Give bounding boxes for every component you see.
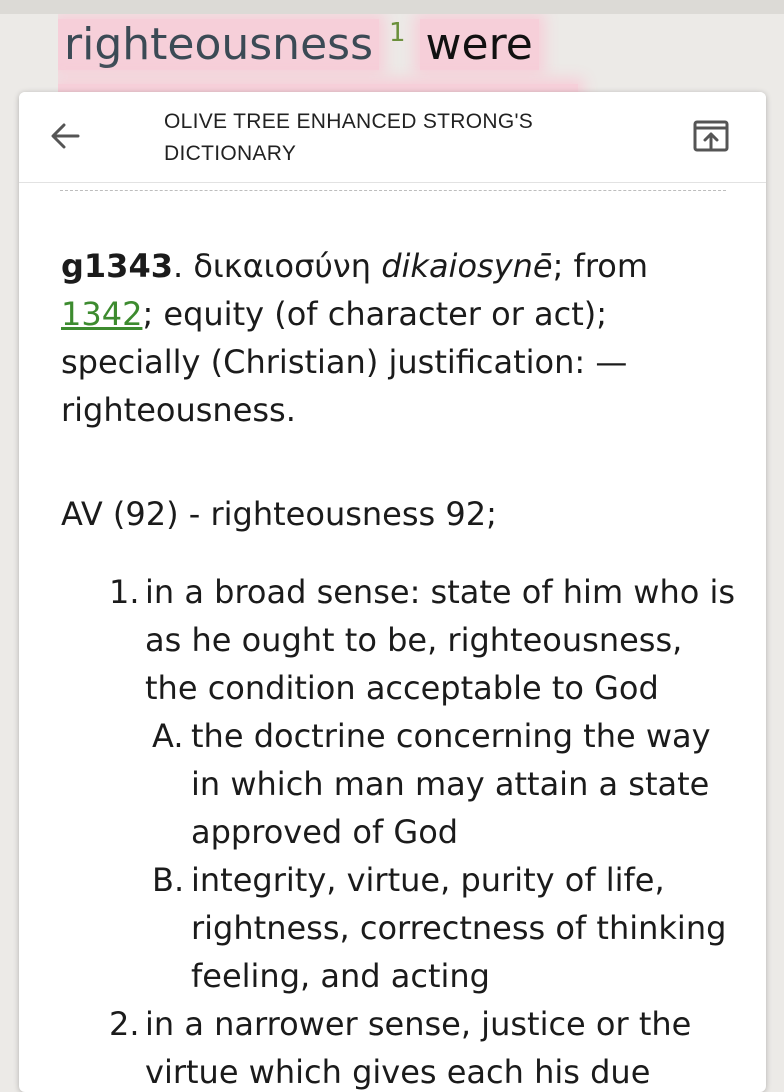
sense-item [109, 568, 741, 1000]
divider [60, 190, 726, 191]
definition-text: ; equity (of character or act); specially (Christian) justification: — righteousness. [61, 295, 628, 429]
subsense-marker: B. [152, 861, 185, 899]
from-text: ; from [552, 247, 649, 285]
open-in-panel-button[interactable] [687, 114, 735, 162]
sense-text: in a narrower sense, justice or the virtue which gives each his due [145, 1005, 692, 1091]
transliteration: dikaiosynē [381, 247, 553, 285]
subsense-text: integrity, virtue, purity of life, rightness, correctness of thinking feeling, and acting [191, 861, 727, 995]
status-strip [0, 0, 784, 14]
background-line [58, 18, 539, 70]
arrow-left-icon [48, 119, 82, 158]
dictionary-popup [19, 92, 766, 1092]
sense-marker: 2. [109, 1005, 140, 1043]
entry-header: g1343. δικαιοσύνη dikaiosynē; from 1342; equity (of character or act); specially (Christian) justification: — righteousness. [61, 247, 649, 429]
greek-word: δικαιοσύνη [193, 247, 372, 285]
dictionary-entry [61, 242, 741, 1092]
popup-header [19, 92, 766, 183]
subsense-text: the doctrine concerning the way in which man may attain a state approved of God [191, 717, 711, 851]
subsense-item [152, 856, 741, 1000]
av-usage: AV (92) - righteousness 92; [61, 495, 497, 533]
strongs-link[interactable]: 1342 [61, 295, 143, 333]
sense-text: in a broad sense: state of him who is as he ought to be, righteousness, the condition acceptable to God [145, 573, 736, 707]
subsenses-list [145, 712, 741, 1000]
sense-item [109, 1000, 741, 1092]
senses-list [61, 568, 741, 1092]
popup-title: OLIVE TREE ENHANCED STRONG'S DICTIONARY [164, 110, 534, 165]
strongs-number: g1343 [61, 247, 173, 285]
highlighted-word[interactable]: righteousness [58, 19, 379, 70]
subsense-marker: A. [152, 717, 184, 755]
open-in-panel-icon [692, 119, 730, 158]
verse-marker[interactable]: 1 [389, 18, 406, 48]
sense-marker: 1. [109, 573, 140, 611]
back-button[interactable] [41, 114, 89, 162]
subsense-item [152, 712, 741, 856]
highlighted-word-next[interactable]: were [420, 19, 539, 70]
